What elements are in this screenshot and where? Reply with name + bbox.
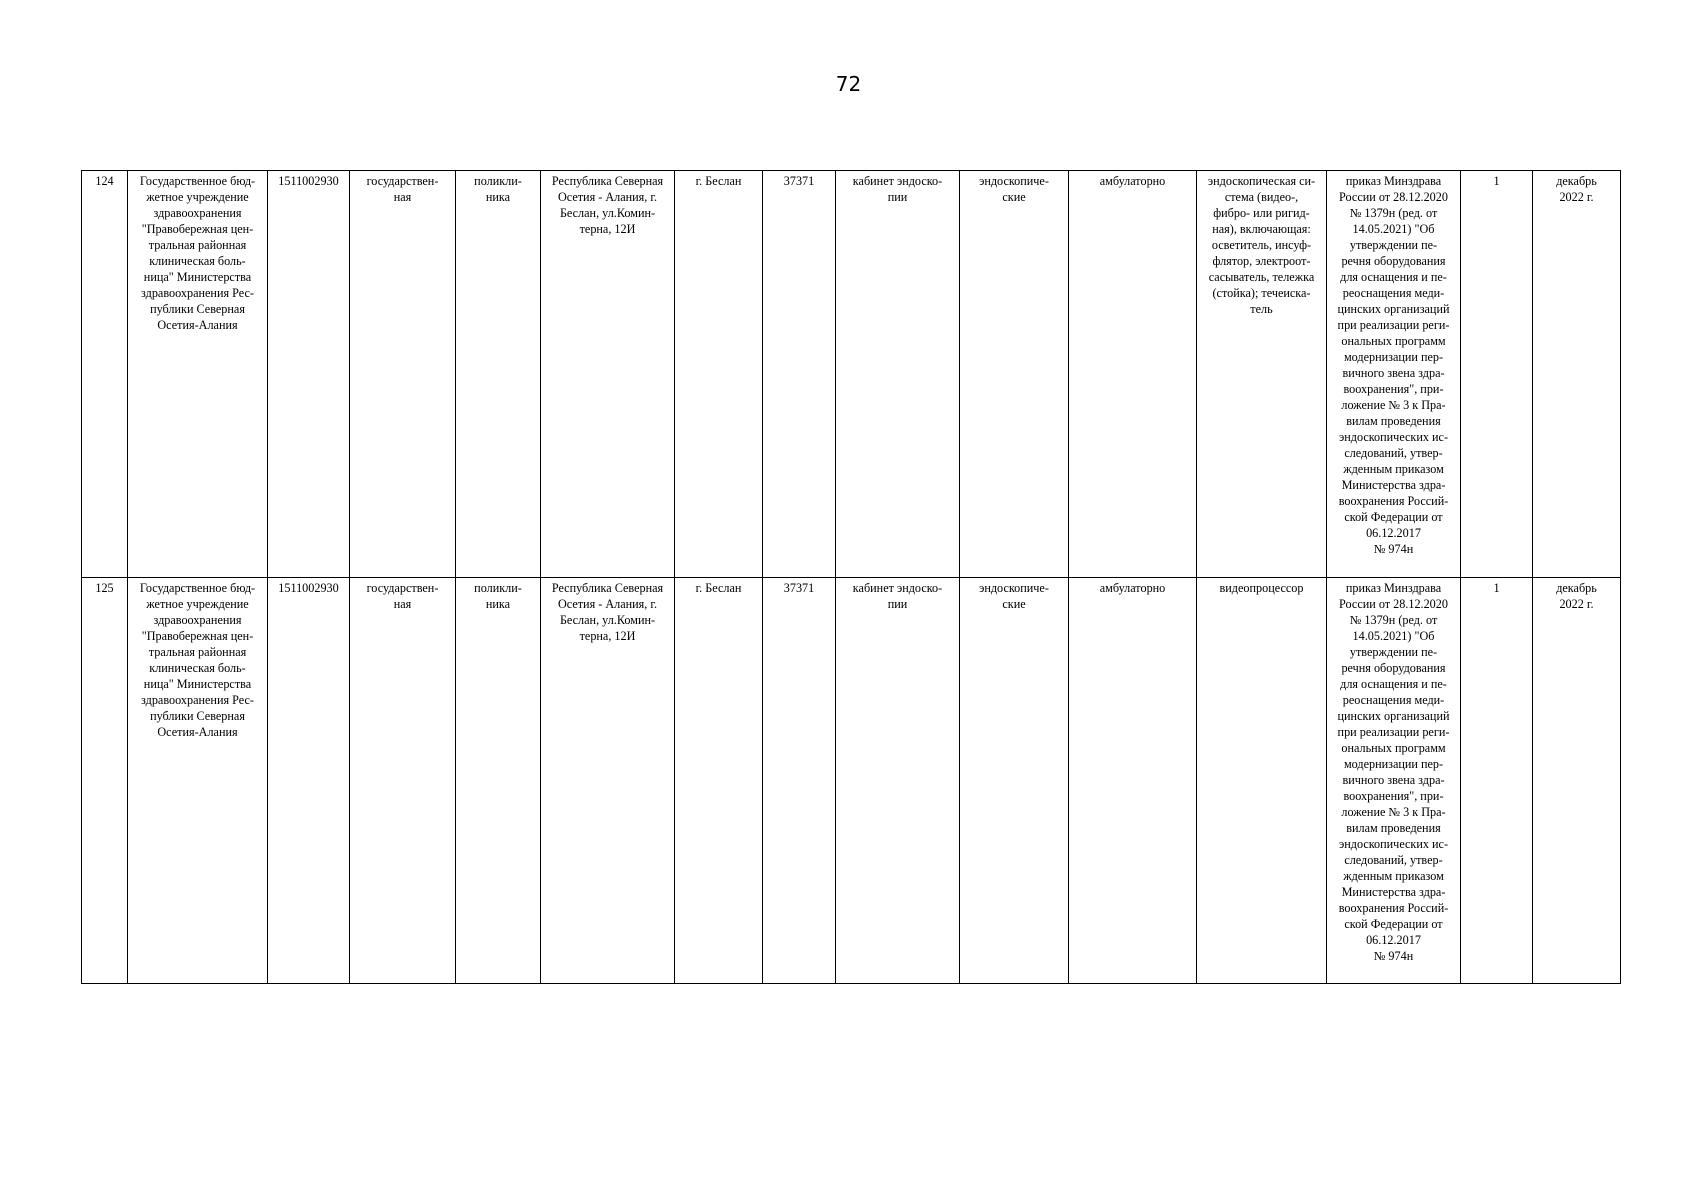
equipment-cell: эндоскопическая си- стема (видео-, фибро- или ригид- ная), включающая: осветитель, инсуф- флятор, электроот- сасыватель, тележка (стойка); течеиска- тель: [1197, 171, 1327, 578]
category-cell: эндоскопиче- ские: [960, 171, 1069, 578]
institution-cell: Государственное бюд- жетное учреждение здравоохранения "Правобережная цен- тральная районная клиническая боль- ница" Министерства здравоохранения Рес- публики Северная Осетия-Алания: [128, 577, 268, 984]
date-cell: декабрь 2022 г.: [1533, 171, 1621, 578]
equipment-cell: видеопроцессор: [1197, 577, 1327, 984]
mode-cell: амбулаторно: [1069, 577, 1197, 984]
date-cell: декабрь 2022 г.: [1533, 577, 1621, 984]
category-cell: эндоскопиче- ские: [960, 577, 1069, 984]
row-number-cell: 124: [82, 171, 128, 578]
facility-type-cell: поликли- ника: [456, 577, 541, 984]
address-cell: Республика Северная Осетия - Алания, г. Беслан, ул.Комин- терна, 12И: [541, 577, 675, 984]
address-cell: Республика Северная Осетия - Алания, г. Беслан, ул.Комин- терна, 12И: [541, 171, 675, 578]
page-number: 72: [835, 72, 862, 96]
city-cell: г. Беслан: [675, 171, 763, 578]
basis-cell: приказ Минздрава России от 28.12.2020 № 1379н (ред. от 14.05.2021) "Об утверждении пе- речня оборудования для оснащения и пе- реоснащения меди- цинских организаций при реализации реги- ональных программ модернизации пер- вичного звена здра- воохранения", при- ложение № 3 к Пра- вилам проведения эндоскопических ис- следований, утвер- жденным приказом Министерства здра- воохранения Россий- ской Федерации от 06.12.2017 № 974н: [1327, 171, 1461, 578]
basis-cell: приказ Минздрава России от 28.12.2020 № 1379н (ред. от 14.05.2021) "Об утверждении пе- речня оборудования для оснащения и пе- реоснащения меди- цинских организаций при реализации реги- ональных программ модернизации пер- вичного звена здра- воохранения", при- ложение № 3 к Пра- вилам проведения эндоскопических ис- следований, утвер- жденным приказом Министерства здра- воохранения Россий- ской Федерации от 06.12.2017 № 974н: [1327, 577, 1461, 984]
city-cell: г. Беслан: [675, 577, 763, 984]
row-number-cell: 125: [82, 577, 128, 984]
equipment-table: [81, 170, 1621, 984]
table-row: [82, 171, 1621, 578]
quantity-cell: 1: [1461, 577, 1533, 984]
code-cell: 37371: [763, 171, 836, 578]
ownership-cell: государствен- ная: [350, 577, 456, 984]
ownership-cell: государствен- ная: [350, 171, 456, 578]
cabinet-cell: кабинет эндоско- пии: [836, 171, 960, 578]
mode-cell: амбулаторно: [1069, 171, 1197, 578]
institution-cell: Государственное бюд- жетное учреждение здравоохранения "Правобережная цен- тральная районная клиническая боль- ница" Министерства здравоохранения Рес- публики Северная Осетия-Алания: [128, 171, 268, 578]
code-cell: 37371: [763, 577, 836, 984]
inn-cell: 1511002930: [268, 171, 350, 578]
quantity-cell: 1: [1461, 171, 1533, 578]
inn-cell: 1511002930: [268, 577, 350, 984]
cabinet-cell: кабинет эндоско- пии: [836, 577, 960, 984]
facility-type-cell: поликли- ника: [456, 171, 541, 578]
table-row: [82, 577, 1621, 984]
